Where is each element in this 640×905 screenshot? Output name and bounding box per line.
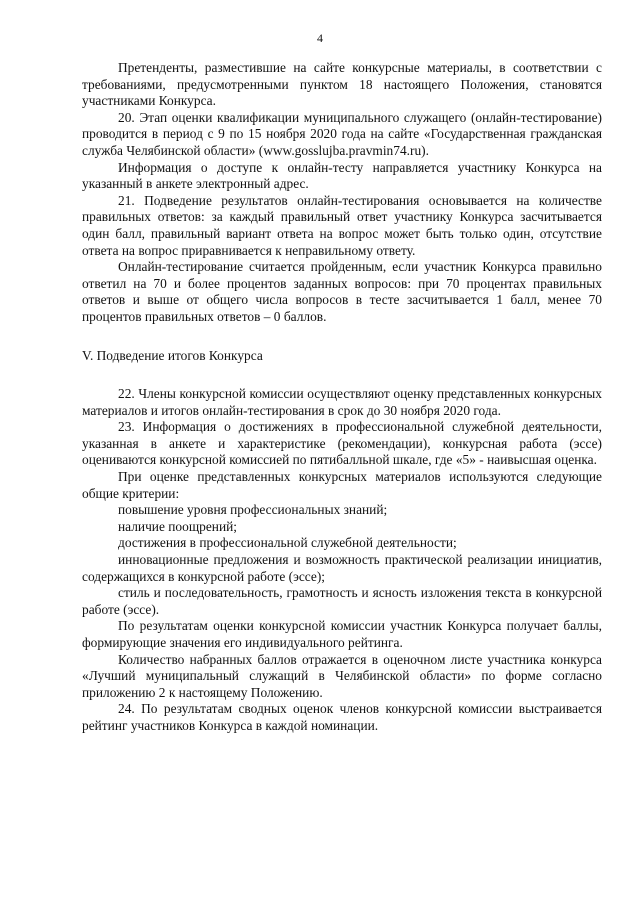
paragraph-23: 23. Информация о достижениях в профессиональной служебной деятельности, указанная в анкете и характеристике (рекомендации), конкурсная работа (эссе) оцениваются конкурсной комиссией по пятибалльной шкале, где «5» - наивысшая оценка. xyxy=(82,419,602,468)
page-number: 4 xyxy=(317,31,323,45)
criteria-item: стиль и последовательность, грамотность и ясность изложения текста в конкурсной работе (эссе). xyxy=(82,585,602,617)
paragraph-participants: Претенденты, разместившие на сайте конкурсные материалы, в соответствии с требованиями, предусмотренными пунктом 18 настоящего Положения, становятся участниками Конкурса. xyxy=(82,60,602,109)
paragraph-22: 22. Члены конкурсной комиссии осуществляют оценку представленных конкурсных материалов и итогов онлайн-тестирования в срок до 30 ноября 2020 года. xyxy=(82,386,602,418)
paragraph-score-sheet: Количество набранных баллов отражается в оценочном листе участника конкурса «Лучший муниципальный служащий в Челябинской области» по форме согласно приложению 2 к настоящему Положению. xyxy=(82,651,602,700)
paragraph-test-access: Информация о доступе к онлайн-тесту направляется участнику Конкурса на указанный в анкете электронный адрес. xyxy=(82,159,602,192)
document-body xyxy=(82,60,602,735)
criteria-item: наличие поощрений; xyxy=(118,518,237,534)
paragraph-rating: По результатам оценки конкурсной комиссии участник Конкурса получает баллы, формирующие значения его индивидуального рейтинга. xyxy=(82,618,602,650)
criteria-item: достижения в профессиональной служебной деятельности; xyxy=(118,535,457,551)
paragraph-criteria-intro: При оценке представленных конкурсных материалов используются следующие общие критерии: xyxy=(82,469,602,501)
paragraph-24: 24. По результатам сводных оценок членов конкурсной комиссии выстраивается рейтинг участников Конкурса в каждой номинации. xyxy=(82,701,602,733)
section-heading: V. Подведение итогов Конкурса xyxy=(82,347,263,363)
paragraph-20: 20. Этап оценки квалификации муниципального служащего (онлайн-тестирование) проводится в период с 9 по 15 ноября 2020 года на сайте «Государственная гражданская служба Челябинской области» (www.gosslujba.pravmin74.ru). xyxy=(82,109,602,158)
criteria-item: инновационные предложения и возможность практической реализации инициатив, содержащихся в конкурсной работе (эссе); xyxy=(82,552,602,584)
paragraph-test-passed: Онлайн-тестирование считается пройденным, если участник Конкурса правильно ответил на 70 и более процентов заданных вопросов: при 70 процентах правильных ответов и выше от общего числа вопросов в тесте засчитывается 1 балл, менее 70 процентов правильных ответов – 0 баллов. xyxy=(82,259,602,324)
paragraph-21: 21. Подведение результатов онлайн-тестирования основывается на количестве правильных ответов: за каждый правильный ответ участнику Конкурса засчитывается один балл, правильный вариант ответа на вопрос может быть только один, отсутствие ответа на вопрос приравнивается к неправильному ответу. xyxy=(82,192,602,258)
criteria-item: повышение уровня профессиональных знаний; xyxy=(118,502,388,518)
